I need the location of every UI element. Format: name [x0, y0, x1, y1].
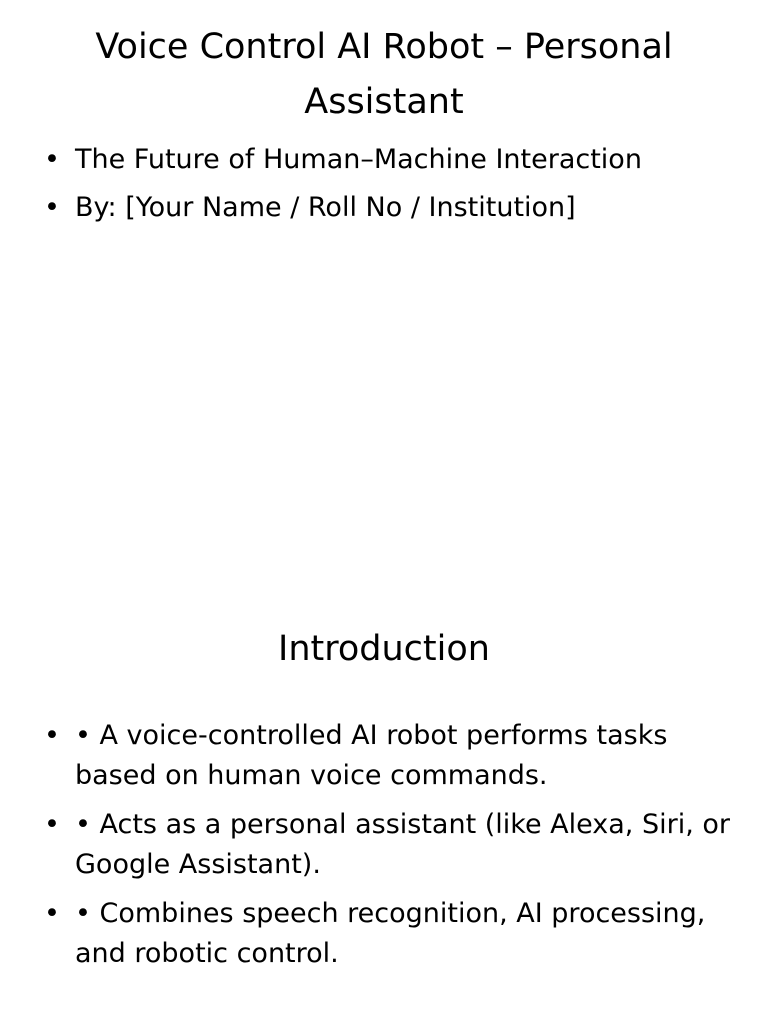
bullet-marker: • [44, 898, 60, 929]
slide-introduction [0, 560, 768, 1024]
slide-introduction-heading: Introduction [278, 629, 490, 669]
bullet-marker: • [44, 192, 60, 223]
bullet-text: • Acts as a personal assistant (like Alexa, Siri, or Google Assistant). [75, 809, 730, 880]
bullet-item [44, 140, 734, 180]
bullet-text: • A voice-controlled AI robot performs tasks based on human voice commands. [75, 720, 668, 791]
bullet-text: The Future of Human–Machine Interaction [75, 144, 642, 175]
bullet-marker: • [44, 144, 60, 175]
bullet-marker: • [44, 720, 60, 751]
bullet-marker: • [44, 809, 60, 840]
bullet-item [44, 716, 734, 796]
bullet-text: By: [Your Name / Roll No / Institution] [75, 192, 576, 223]
bullet-item [44, 188, 734, 228]
bullet-text: • Combines speech recognition, AI processing, and robotic control. [75, 898, 706, 969]
bullet-item [44, 805, 734, 885]
bullet-item [44, 894, 734, 974]
slide-title-heading: Voice Control AI Robot – Personal Assistant [95, 27, 673, 122]
slide-title-bullet-list [44, 140, 734, 236]
slide-introduction-bullet-list [44, 716, 734, 983]
